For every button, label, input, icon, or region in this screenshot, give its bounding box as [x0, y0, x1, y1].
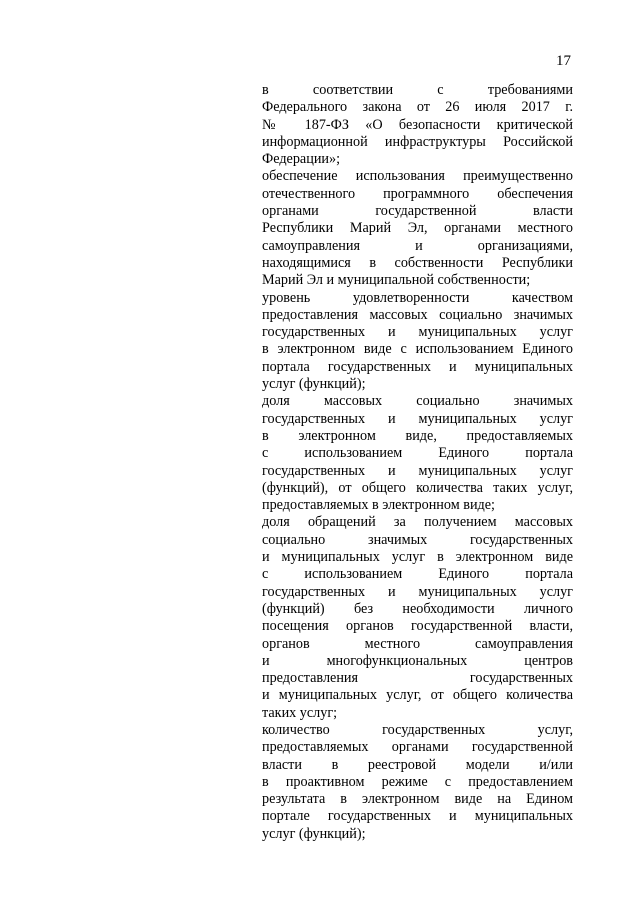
text-line: информационной инфраструктуры Российской: [262, 133, 573, 150]
text-line: самоуправления и организациями,: [262, 237, 573, 254]
text-line: № 187-ФЗ «О безопасности критической: [262, 116, 573, 133]
text-line: (функций) без необходимости личного: [262, 600, 573, 617]
text-line: и муниципальных услуг, от общего количества: [262, 687, 573, 704]
text-line: в электронном виде с использованием Единого: [262, 341, 573, 358]
list-item: [262, 168, 573, 289]
text-line: в электронном виде, предоставляемых: [262, 427, 573, 444]
list-item: [262, 514, 573, 722]
list-item: [262, 82, 573, 168]
text-line: предоставления массовых социально значимых: [262, 306, 573, 323]
text-line: предоставляемых в электронном виде;: [262, 497, 495, 514]
text-line: Республики Марий Эл, органами местного: [262, 220, 573, 237]
text-line: услуг (функций);: [262, 376, 366, 393]
text-line: таких услуг;: [262, 704, 338, 721]
text-line: Федерации»;: [262, 151, 341, 168]
text-line: и муниципальных услуг в электронном виде: [262, 549, 573, 566]
text-line: в проактивном режиме с предоставлением: [262, 773, 573, 790]
list-item: [262, 722, 573, 843]
text-line: и многофункциональных центров: [262, 652, 573, 669]
text-line: государственных и муниципальных услуг: [262, 410, 573, 427]
text-line: посещения органов государственной власти,: [262, 618, 573, 635]
text-line: органов местного самоуправления: [262, 635, 573, 652]
text-line: находящимися в собственности Республики: [262, 254, 573, 271]
text-line: органами государственной власти: [262, 203, 573, 220]
text-line: с использованием Единого портала: [262, 445, 573, 462]
text-line: отечественного программного обеспечения: [262, 185, 573, 202]
text-line: доля обращений за получением массовых: [262, 514, 573, 531]
text-line: государственных и муниципальных услуг: [262, 324, 573, 341]
text-line: портала государственных и муниципальных: [262, 358, 573, 375]
text-line: власти в реестровой модели и/или: [262, 756, 573, 773]
text-line: Федерального закона от 26 июля 2017 г.: [262, 99, 573, 116]
text-line: количество государственных услуг,: [262, 721, 573, 738]
text-line: государственных и муниципальных услуг: [262, 583, 573, 600]
text-line: уровень удовлетворенности качеством: [262, 289, 573, 306]
list-item: [262, 290, 573, 394]
text-line: обеспечение использования преимущественно: [262, 168, 573, 185]
text-line: в соответствии с требованиями: [262, 82, 573, 98]
text-line: социально значимых государственных: [262, 531, 573, 548]
text-line: доля массовых социально значимых: [262, 393, 573, 410]
text-line: (функций), от общего количества таких услуг,: [262, 479, 573, 496]
text-line: Марий Эл и муниципальной собственности;: [262, 272, 531, 289]
text-line: предоставляемых органами государственной: [262, 739, 573, 756]
list-item: [262, 393, 573, 514]
text-line: портале государственных и муниципальных: [262, 808, 573, 825]
text-line: с использованием Единого портала: [262, 566, 573, 583]
text-line: предоставления государственных: [262, 670, 573, 687]
text-column: [262, 82, 573, 843]
text-line: результата в электронном виде на Едином: [262, 791, 573, 808]
page-number: 17: [556, 53, 571, 69]
text-line: государственных и муниципальных услуг: [262, 462, 573, 479]
text-line: услуг (функций);: [262, 825, 366, 842]
